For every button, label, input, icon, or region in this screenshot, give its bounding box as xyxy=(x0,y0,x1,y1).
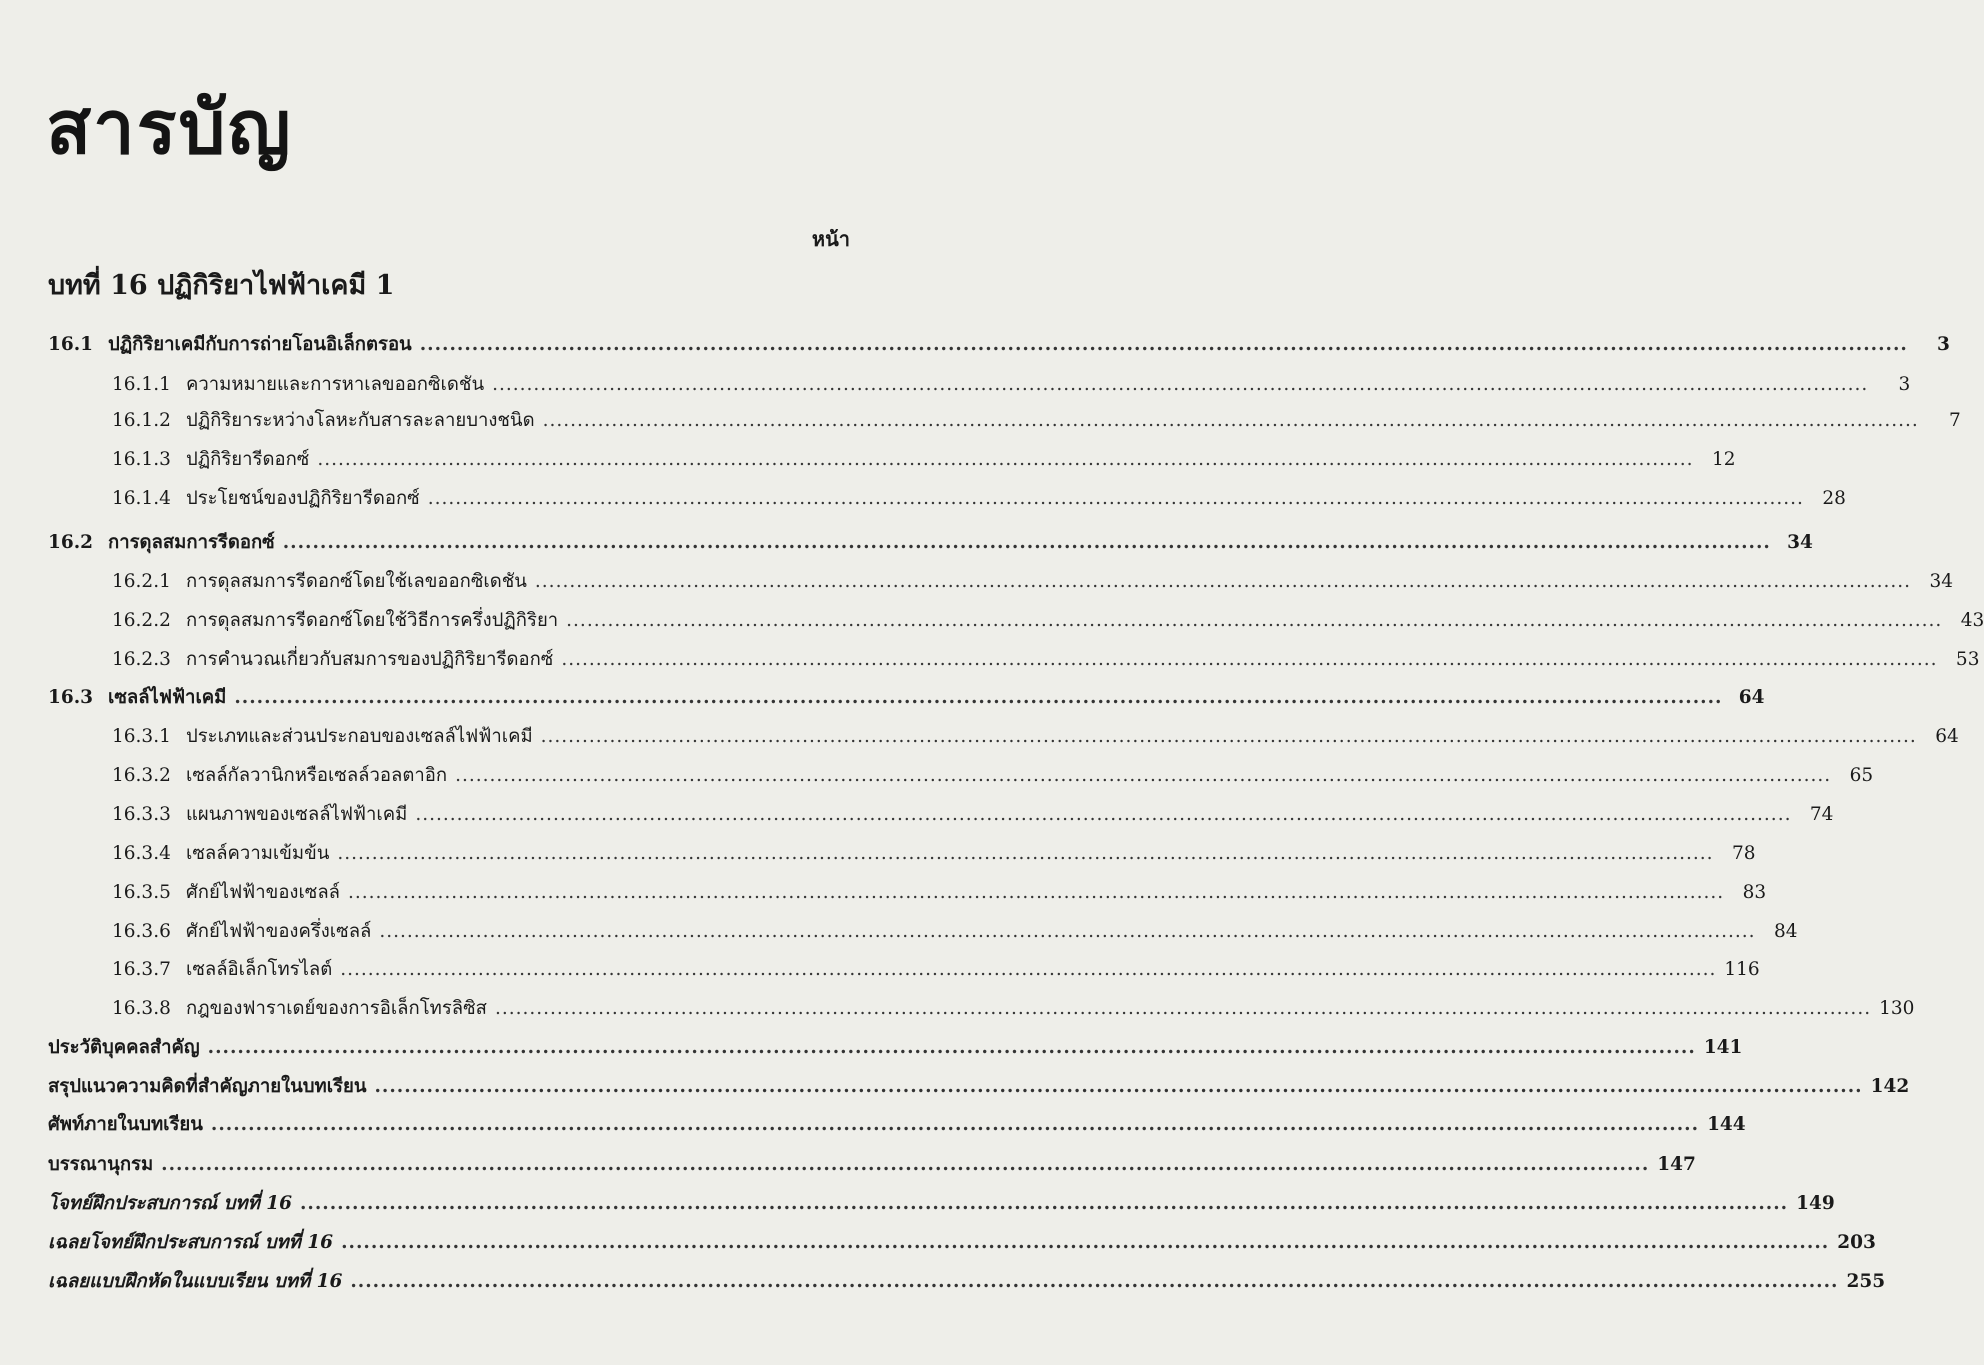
entry-label: เซลล์ไฟฟ้าเคมี xyxy=(108,687,227,708)
toc-entry xyxy=(0,528,1813,558)
entry-label: เซลล์อิเล็กโทรไลต์ xyxy=(186,959,333,980)
entry-label: โจทย์ฝึกประสบการณ์ บทที่ 16 xyxy=(48,1193,292,1214)
page-number: 43 xyxy=(1960,610,1984,631)
entry-label: การดุลสมการรีดอกซ์โดยใช้วิธีการครึ่งปฏิกิริยา xyxy=(186,610,559,631)
dot-leader: ........................................................................................................................................................................................................ xyxy=(341,1232,1830,1253)
toc-entry xyxy=(0,445,1736,475)
dot-leader: ........................................................................................................................................................................................................ xyxy=(350,1271,1839,1292)
section-number: 16.2.3 xyxy=(112,649,171,670)
section-number: 16.3.4 xyxy=(112,843,171,864)
page-number: 141 xyxy=(1703,1037,1743,1058)
entry-label: เฉลยโจทย์ฝึกประสบการณ์ บทที่ 16 xyxy=(48,1232,334,1253)
toc-extra-entry xyxy=(0,1033,1743,1063)
entry-label: การคำนวณเกี่ยวกับสมการของปฏิกิริยารีดอกซ์ xyxy=(186,649,554,670)
entry-label: ประวัติบุคคลสำคัญ xyxy=(48,1037,200,1058)
dot-leader: ........................................................................................................................................................................................................ xyxy=(348,882,1725,903)
entry-label: เซลล์กัลวานิกหรือเซลล์วอลตาอิก xyxy=(186,765,448,786)
page-title: สารบัญ xyxy=(46,85,293,171)
entry-label: ประโยชน์ของปฏิกิริยารีดอกซ์ xyxy=(186,488,420,509)
dot-leader: ........................................................................................................................................................................................................ xyxy=(419,334,1908,355)
dot-leader: ........................................................................................................................................................................................................ xyxy=(374,1076,1863,1097)
entry-label: ปฏิกิริยาเคมีกับการถ่ายโอนอิเล็กตรอน xyxy=(108,334,412,355)
page-number: 203 xyxy=(1837,1232,1876,1253)
dot-leader: ........................................................................................................................................................................................................ xyxy=(340,959,1717,980)
dot-leader: ........................................................................................................................................................................................................ xyxy=(492,374,1869,395)
entry-label: สรุปแนวความคิดที่สำคัญภายในบทเรียน xyxy=(48,1076,367,1097)
dot-leader: ........................................................................................................................................................................................................ xyxy=(494,998,1872,1019)
dot-leader: ........................................................................................................................................................................................................ xyxy=(282,532,1771,553)
toc-entry xyxy=(0,406,1961,436)
section-number: 16.2.2 xyxy=(112,610,171,631)
entry-label: ปฏิกิริยาระหว่างโลหะกับสารละลายบางชนิด xyxy=(186,410,535,431)
section-number: 16.3.8 xyxy=(112,998,171,1019)
entry-label: การดุลสมการรีดอกซ์โดยใช้เลขออกซิเดชัน xyxy=(186,571,527,592)
page-number: 74 xyxy=(1809,804,1834,825)
entry-label: แผนภาพของเซลล์ไฟฟ้าเคมี xyxy=(186,804,408,825)
entry-label: กฎของฟาราเดย์ของการอิเล็กโทรลิซิส xyxy=(186,998,487,1019)
section-number: 16.2 xyxy=(48,532,94,553)
section-number: 16.1.4 xyxy=(112,488,171,509)
dot-leader: ........................................................................................................................................................................................................ xyxy=(161,1154,1650,1175)
page-number: 3 xyxy=(1936,334,1950,355)
page-number: 116 xyxy=(1724,959,1760,980)
toc-extra-entry xyxy=(0,1150,1696,1180)
dot-leader: ........................................................................................................................................................................................................ xyxy=(299,1193,1789,1214)
toc-entry xyxy=(0,839,1756,869)
page-number: 142 xyxy=(1870,1076,1910,1097)
toc-entry xyxy=(0,955,1760,985)
entry-label: การดุลสมการรีดอกซ์ xyxy=(108,532,275,553)
dot-leader: ........................................................................................................................................................................................................ xyxy=(317,449,1694,470)
page-number: 255 xyxy=(1846,1271,1886,1292)
dot-leader: ........................................................................................................................................................................................................ xyxy=(534,571,1912,592)
toc-entry xyxy=(0,484,1846,514)
section-number: 16.3.7 xyxy=(112,959,171,980)
page-number: 130 xyxy=(1879,998,1915,1019)
page-number: 84 xyxy=(1773,921,1798,942)
section-number: 16.1.1 xyxy=(112,374,171,395)
dot-leader: ........................................................................................................................................................................................................ xyxy=(455,765,1832,786)
page-number: 34 xyxy=(1787,532,1813,553)
page-number: 147 xyxy=(1657,1154,1696,1175)
chapter-heading: บทที่ 16 ปฏิกิริยาไฟฟ้าเคมี 1 xyxy=(48,270,395,301)
section-number: 16.3.6 xyxy=(112,921,171,942)
entry-label: ศักย์ไฟฟ้าของครึ่งเซลล์ xyxy=(186,921,372,942)
entry-label: เซลล์ความเข้มข้น xyxy=(186,843,330,864)
page-number: 34 xyxy=(1929,571,1954,592)
page-number: 149 xyxy=(1796,1193,1835,1214)
page-number: 64 xyxy=(1738,687,1765,708)
dot-leader: ........................................................................................................................................................................................................ xyxy=(566,610,1943,631)
toc-entry xyxy=(0,761,1874,791)
toc-extra-entry xyxy=(0,1228,1876,1258)
section-number: 16.3 xyxy=(48,687,94,708)
toc-entry xyxy=(0,722,1959,752)
section-number: 16.2.1 xyxy=(112,571,171,592)
toc-entry xyxy=(0,567,1954,597)
page-number: 144 xyxy=(1707,1114,1746,1135)
section-number: 16.3.2 xyxy=(112,765,171,786)
dot-leader: ........................................................................................................................................................................................................ xyxy=(542,410,1919,431)
entry-label: บรรณานุกรม xyxy=(48,1154,154,1175)
toc-entry xyxy=(0,800,1834,830)
dot-leader: ........................................................................................................................................................................................................ xyxy=(561,649,1938,670)
toc-entry xyxy=(0,917,1798,947)
page-number: 3 xyxy=(1898,374,1911,395)
page-number: 7 xyxy=(1948,410,1961,431)
section-number: 16.1 xyxy=(48,334,94,355)
page-number: 64 xyxy=(1935,726,1959,747)
toc-entry xyxy=(0,645,1980,675)
dot-leader: ........................................................................................................................................................................................................ xyxy=(234,687,1723,708)
section-number: 16.1.3 xyxy=(112,449,171,470)
toc-extra-entry xyxy=(0,1110,1746,1140)
section-number: 16.3.3 xyxy=(112,804,171,825)
entry-label: ประเภทและส่วนประกอบของเซลล์ไฟฟ้าเคมี xyxy=(186,726,533,747)
page-column-label: หน้า xyxy=(811,227,850,251)
entry-label: เฉลยแบบฝึกหัดในแบบเรียน บทที่ 16 xyxy=(48,1271,343,1292)
toc-entry xyxy=(0,330,1950,360)
entry-label: ความหมายและการหาเลขออกซิเดชัน xyxy=(186,374,485,395)
entry-label: ศักย์ไฟฟ้าของเซลล์ xyxy=(186,882,341,903)
dot-leader: ........................................................................................................................................................................................................ xyxy=(337,843,1714,864)
entry-label: ศัพท์ภายในบทเรียน xyxy=(48,1114,203,1135)
dot-leader: ........................................................................................................................................................................................................ xyxy=(540,726,1917,747)
dot-leader: ........................................................................................................................................................................................................ xyxy=(210,1114,1700,1135)
dot-leader: ........................................................................................................................................................................................................ xyxy=(379,921,1756,942)
dot-leader: ........................................................................................................................................................................................................ xyxy=(207,1037,1696,1058)
toc-extra-entry xyxy=(0,1267,1886,1297)
toc-extra-entry xyxy=(0,1189,1835,1219)
toc-extra-entry xyxy=(0,1072,1910,1102)
toc-entry xyxy=(0,683,1765,713)
entry-label: ปฏิกิริยารีดอกซ์ xyxy=(186,449,310,470)
page-number: 78 xyxy=(1731,843,1756,864)
section-number: 16.3.5 xyxy=(112,882,171,903)
page-number: 28 xyxy=(1822,488,1846,509)
toc-entry xyxy=(0,370,1911,400)
section-number: 16.1.2 xyxy=(112,410,171,431)
page-number: 12 xyxy=(1711,449,1736,470)
dot-leader: ........................................................................................................................................................................................................ xyxy=(427,488,1804,509)
page-number: 53 xyxy=(1955,649,1980,670)
toc-entry xyxy=(0,994,1915,1024)
page-number: 65 xyxy=(1849,765,1874,786)
dot-leader: ........................................................................................................................................................................................................ xyxy=(415,804,1792,825)
toc-entry xyxy=(0,606,1984,636)
toc-entry xyxy=(0,878,1767,908)
section-number: 16.3.1 xyxy=(112,726,171,747)
page-number: 83 xyxy=(1742,882,1767,903)
